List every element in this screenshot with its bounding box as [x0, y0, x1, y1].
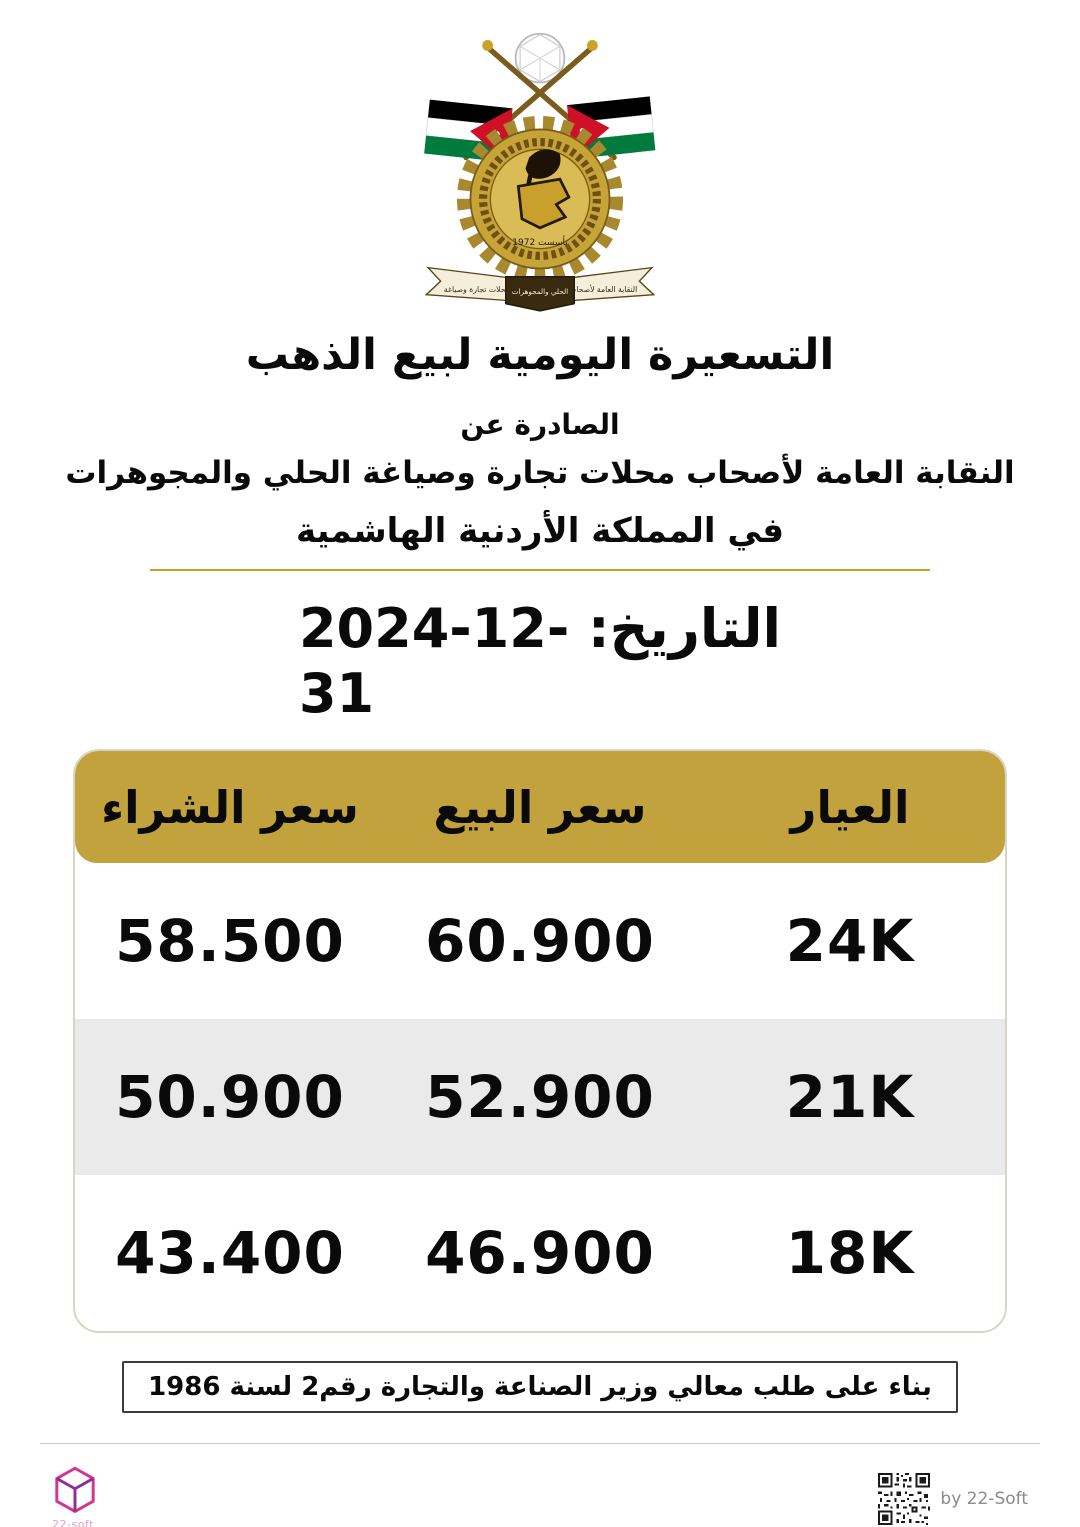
table-row-24k: [75, 863, 1005, 1019]
gold-price-table: [73, 749, 1007, 1333]
pole-finial-icon: [482, 40, 493, 51]
issued-by-line: الصادرة عن: [460, 408, 620, 441]
date-line: [299, 597, 781, 660]
table-row-18k: [75, 1175, 1005, 1331]
buy-price-cell: 58.500: [115, 907, 345, 975]
table-row-21k: [75, 1019, 1005, 1175]
cube-logo-icon: [52, 1466, 98, 1516]
qr-code-icon: [878, 1473, 930, 1525]
ribbon-center-text: الحلي والمجوهرات: [511, 286, 569, 296]
date-value-part1: 2024-12-: [298, 597, 570, 660]
poster-title: التسعيرة اليومية لبيع الذهب: [245, 330, 835, 380]
buy-price-cell: 43.400: [115, 1219, 345, 1287]
ribbon-right-text: النقابة العامة لأصحاب: [569, 285, 638, 295]
col-header-buy-price: سعر الشراء: [101, 780, 359, 834]
credit-group: [878, 1473, 1028, 1525]
sell-price-cell: 46.900: [425, 1219, 655, 1287]
col-header-karat: العيار: [790, 780, 910, 834]
founded-text: تأسست 1972: [512, 238, 568, 249]
credit-text: by 22-Soft: [940, 1488, 1028, 1509]
footer: [0, 1444, 1080, 1527]
emblem-graphic: [404, 22, 676, 320]
col-header-sell-price: سعر البيع: [433, 780, 647, 834]
ribbon-left-text: محلات تجارة وصياغة: [443, 285, 510, 295]
brand-caption: 22-soft: [52, 1518, 94, 1527]
date-value-part2: 31: [298, 662, 375, 725]
buy-price-cell: 50.900: [115, 1063, 345, 1131]
sell-price-cell: 52.900: [425, 1063, 655, 1131]
brand-logo-group: [52, 1466, 98, 1527]
karat-cell: 24K: [785, 907, 915, 975]
gold-divider: [150, 569, 930, 571]
pole-finial-icon: [587, 40, 598, 51]
karat-cell: 18K: [785, 1219, 915, 1287]
ministry-note: بناء على طلب معالي وزير الصناعة والتجارة رقم2 لسنة 1986: [122, 1361, 958, 1413]
table-header-row: [75, 751, 1005, 863]
sell-price-cell: 60.900: [425, 907, 655, 975]
karat-cell: 21K: [785, 1063, 915, 1131]
date-label: التاريخ:: [588, 597, 782, 660]
date-block: [299, 597, 781, 725]
syndicate-emblem: [0, 0, 1080, 320]
kingdom-line: في المملكة الأردنية الهاشمية: [295, 511, 785, 551]
org-name-line: النقابة العامة لأصحاب محلات تجارة وصياغة الحلي والمجوهرات: [65, 455, 1015, 491]
